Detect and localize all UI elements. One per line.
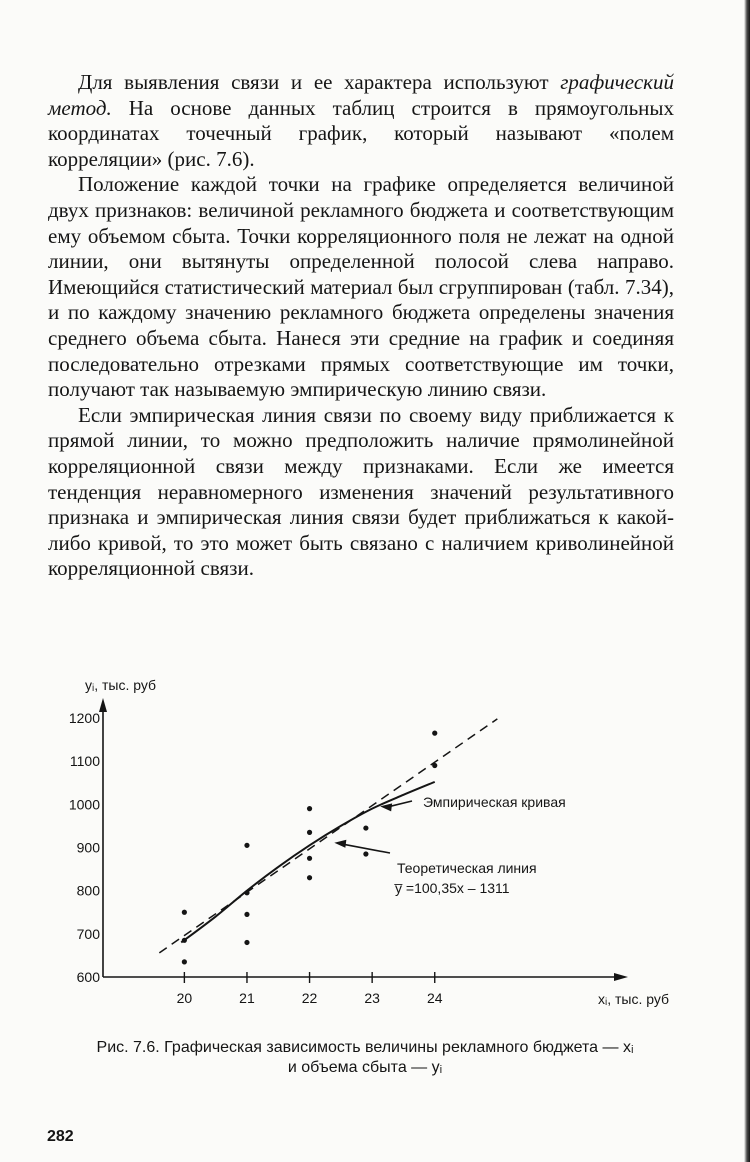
x-axis-arrow bbox=[614, 973, 628, 981]
chart-svg bbox=[40, 668, 670, 1018]
x-tick-label: 21 bbox=[239, 990, 255, 1006]
theoretical-line-label: Теоретическая линия bbox=[397, 860, 537, 876]
x-tick-label: 24 bbox=[426, 990, 443, 1006]
theoretical-line bbox=[159, 719, 497, 953]
y-tick-label: 700 bbox=[76, 925, 100, 942]
page-number: 282 bbox=[47, 1128, 74, 1145]
x-axis-title: xᵢ, тыс. руб bbox=[598, 991, 670, 1007]
scatter-point bbox=[244, 940, 249, 945]
empirical-curve-label: Эмпирическая кривая bbox=[423, 794, 566, 810]
scatter-point bbox=[182, 910, 187, 915]
theoretical-line-equation: y̅ =100,35x – 1311 bbox=[395, 880, 510, 896]
y-tick-label: 1000 bbox=[68, 796, 100, 813]
scatter-point bbox=[363, 825, 368, 830]
scatter-point bbox=[307, 856, 312, 861]
scatter-point bbox=[363, 851, 368, 856]
y-tick-label: 1200 bbox=[68, 710, 100, 726]
scatter-point bbox=[432, 731, 437, 736]
body-text bbox=[48, 70, 674, 582]
scatter-point bbox=[432, 763, 437, 768]
y-axis-title: yᵢ, тыс. руб bbox=[85, 677, 157, 693]
y-axis-arrow bbox=[99, 698, 107, 712]
theoretical-annotation-arrowhead bbox=[334, 840, 346, 848]
scatter-point bbox=[244, 912, 249, 917]
x-tick-label: 22 bbox=[301, 990, 318, 1006]
y-tick-label: 900 bbox=[76, 839, 100, 856]
y-tick-label: 600 bbox=[76, 969, 100, 985]
scatter-point bbox=[244, 890, 249, 895]
page-edge bbox=[744, 0, 750, 1162]
scatter-point bbox=[244, 843, 249, 848]
paragraph-1-text-end: На основе данных таблиц строится в прямоугольных координатах точечный график, который называют «полем корреляции» (рис. 7.6). bbox=[48, 95, 674, 171]
scatter-point bbox=[182, 938, 187, 943]
paragraph-3: Если эмпирическая линия связи по своему виду приближается к прямой линии, то можно предположить наличие прямолинейной корреляционной связи между признаками. Если же имеется тенденция неравномерного изменения значений результативного признака и эмпирическая линия связи будет приближаться к какой-либо кривой, то это может быть связано с наличием криволинейной корреляционной связи. bbox=[48, 402, 674, 581]
y-tick-label: 1100 bbox=[69, 753, 100, 770]
scatter-point bbox=[307, 806, 312, 811]
correlation-chart bbox=[40, 668, 670, 1018]
x-tick-label: 23 bbox=[364, 990, 380, 1006]
caption-line-1: Рис. 7.6. Графическая зависимость величины рекламного бюджета — xᵢ bbox=[96, 1039, 634, 1056]
paragraph-2: Положение каждой точки на графике определяется величиной двух признаков: величиной рекламного бюджета и соответствующим ему объемом сбыта. Точки корреляционного поля не лежат на одной линии, они вытянуты определенной полосой слева направо. Имеющийся статистический материал был сгруппирован (табл. 7.34), и по каждому значению рекламного бюджета определены значения среднего объема сбыта. Нанеся эти средние на график и соединяя последовательно отрезками прямых соответствующие им точки, получают так называемую эмпирическую линию связи. bbox=[48, 172, 674, 402]
caption-line-2: и объема сбыта — yᵢ bbox=[287, 1059, 443, 1076]
scatter-point bbox=[182, 959, 187, 964]
scatter-point bbox=[307, 875, 312, 880]
figure-caption bbox=[55, 1038, 675, 1078]
scatter-point bbox=[307, 830, 312, 835]
paragraph-1-emphasis: графический метод. bbox=[48, 70, 674, 120]
paragraph-1-text: Для выявления связи и ее характера используют bbox=[78, 70, 561, 94]
x-tick-label: 20 bbox=[176, 990, 193, 1006]
y-tick-label: 800 bbox=[76, 882, 100, 899]
paragraph-1 bbox=[48, 70, 674, 172]
